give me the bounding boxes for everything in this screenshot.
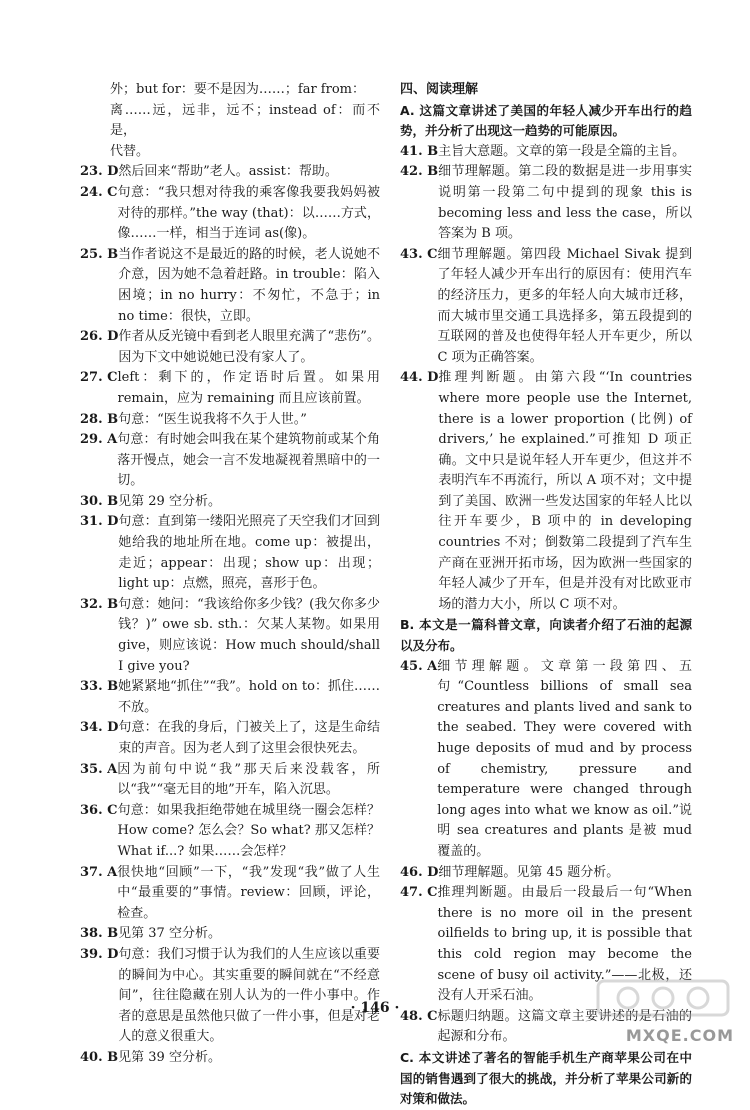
answer-number: 26. D: [80, 329, 119, 345]
answer-number: 46. D: [400, 864, 439, 880]
answer-number: 30. B: [80, 493, 119, 509]
answer-explanation: 句意：有时她会叫我在某个建筑物前或某个角落开慢点，她会一言不发地凝视着黑暗中的一切。: [117, 432, 380, 489]
answer-explanation: 见第 37 空分析。: [118, 926, 221, 942]
answer-explanation: 句意：直到第一缕阳光照亮了天空我们才回到她给我的地址所在地。come up：被提出，走近；appear：出现；show up：出现；light up：点燃，照亮，喜形于色。: [118, 514, 380, 592]
answer-explanation: 然后回来“帮助”老人。assist：帮助。: [118, 164, 338, 180]
answer-item: [80, 492, 380, 513]
answer-item: [80, 183, 380, 245]
passage-c-summary: C. 本文讲述了著名的智能手机生产商苹果公司在中国的销售遇到了很大的挑战，并分析了苹果公司新的对策和做法。: [400, 1049, 692, 1107]
answer-number: 40. B: [80, 1049, 119, 1065]
answer-item: [80, 677, 380, 718]
answer-number: 28. B: [80, 411, 119, 427]
answer-explanation: 见第 29 空分析。: [118, 493, 221, 509]
answer-explanation: 细节理解题。见第 45 题分析。: [438, 864, 620, 880]
answer-item: [80, 430, 380, 492]
answer-item: [80, 162, 380, 183]
answer-number: 44. D: [400, 370, 439, 386]
answer-item: [80, 410, 380, 431]
answer-number: 32. B: [80, 596, 119, 612]
answer-number: 31. D: [80, 514, 119, 530]
answer-explanation: 推理判断题。由最后一段最后一句“When there is no more oil in the present oilfields to bring up, it is possible that this cold region may become the scene of busy oil activity.”——北极，还没有人开采石油。: [437, 885, 692, 1004]
answer-explanation: 作者从反光镜中看到老人眼里充满了“悲伤”。因为下文中她说她已没有家人了。: [118, 329, 380, 365]
answer-number: 34. D: [80, 720, 119, 736]
answer-item: [80, 245, 380, 327]
answer-number: 35. A: [80, 761, 118, 777]
right-column: [400, 80, 692, 1110]
passage-a-summary: A. 这篇文章讲述了美国的年轻人减少开车出行的趋势，并分析了出现这一趋势的可能原因。: [400, 102, 692, 139]
answer-explanation: 推理判断题。由第六段“‘In countries where more people use the Internet, there is a lower proportion (比例) of drivers,’ he explained.”可推知 D 项正确。文中只是说年轻人开车更少，但这并不表明汽车不再流行，所以 A 项不对；文中提到了美国、欧洲一些发达国家的年轻人比以往开车要少，B 项中的 in developing countries 不对；倒数第二段提到了汽车生产商在亚洲开拓市场，因为欧洲一些国家的年轻人减少了开车，但是并没有对比欧亚市场的潜力大小，所以 C 项不对。: [438, 370, 692, 612]
continued-text-line: 外；but for：要不是因为……；far from：: [110, 82, 365, 97]
answer-item: [400, 368, 692, 615]
answer-item: [80, 1048, 380, 1069]
answer-number: 24. C: [80, 184, 118, 200]
answer-item: [400, 657, 692, 863]
answer-item: [400, 142, 692, 163]
answer-explanation: 当作者说这不是最近的路的时候，老人说她不介意，因为她不急着赶路。in trouble：陷入困境；in no hurry：不匆忙，不急于；in no time：很快，立即。: [118, 246, 380, 324]
answer-number: 41. B: [400, 143, 439, 159]
answer-explanation: 标题归纳题。这篇文章主要讲述的是石油的起源和分布。: [437, 1008, 692, 1045]
answer-explanation: 她紧紧地“抓住”“我”。hold on to：抓住……不放。: [118, 679, 380, 715]
answer-explanation: 句意：在我的身后，门被关上了，这是生命结束的声音。因为老人到了这里会很快死去。: [118, 720, 380, 756]
answer-number: 27. C: [80, 370, 118, 386]
answer-explanation: 句意：如果我拒绝带她在城里绕一圈会怎样？How come? 怎么会？So what? 那又怎样？What if...? 如果……会怎样？: [117, 802, 380, 859]
answer-explanation: 句意：我们习惯于认为我们的人生应该以重要的瞬间为中心。其实重要的瞬间就在“不经意间”，往往隐藏在别人认为的一件小事中。作者的意思是虽然他只做了一件小事，但是对老人的意义很重大。: [118, 946, 380, 1045]
answer-number: 39. D: [80, 946, 119, 962]
answer-item: [80, 801, 380, 863]
page-number: · 146 ·: [350, 1000, 400, 1016]
answer-number: 25. B: [80, 246, 119, 262]
answer-explanation: 句意：她问：“我该给你多少钱？(我欠你多少钱？)” owe sb. sth.：欠某人某物。如果用 give，则应该说：How much should/shall I give you?: [118, 596, 380, 674]
answer-explanation: 句意：“我只想对待我的乘客像我要我妈妈被对待的那样。”the way (that)：以……方式，像……一样，相当于连词 as(像)。: [117, 184, 380, 242]
answer-number: 23. D: [80, 164, 119, 180]
answer-explanation: 因为前句中说“我”那天后来没载客，所以“我”“毫无目的地”开车，陷入沉思。: [117, 761, 380, 798]
continued-text-line: 代替。: [110, 143, 150, 159]
answer-explanation: 见第 39 空分析。: [118, 1049, 221, 1065]
watermark-text: MXQE.COM: [625, 1026, 734, 1045]
answer-explanation: 主旨大意题。文章的第一段是全篇的主旨。: [438, 143, 686, 159]
answer-item: [80, 760, 380, 801]
answer-explanation: 很快地“回顾”一下，“我”发现“我”做了人生中“最重要的”事情。review：回顾，评论，检查。: [117, 864, 380, 921]
answer-explanation: 细节理解题。文章第一段第四、五句“Countless billions of small sea creatures and plants lived and sank to the seabed. They were covered with huge deposits of mud and by process of chemistry, pressure and temperature were changed through long ages into what we know as oil.”说明 sea creatures and plants 是被 mud 覆盖的。: [437, 658, 692, 859]
answer-number: 38. B: [80, 926, 119, 942]
answer-number: 45. A: [400, 658, 438, 674]
answer-item: [400, 162, 692, 244]
answer-number: 29. A: [80, 432, 118, 448]
answer-number: 47. C: [400, 885, 438, 901]
answer-item: [80, 512, 380, 594]
answer-number: 37. A: [80, 864, 118, 880]
answer-item: [80, 924, 380, 945]
answer-item: [400, 863, 692, 884]
answer-item: [80, 718, 380, 759]
answer-item: [400, 245, 692, 369]
section-heading: 四、阅读理解: [400, 82, 479, 97]
answer-item: [80, 595, 380, 677]
continued-text-line: 离……远，远非，远不；instead of：而不是，: [110, 102, 380, 139]
answer-number: 33. B: [80, 679, 119, 695]
passage-b-summary: B. 本文是一篇科普文章，向读者介绍了石油的起源以及分布。: [400, 617, 692, 654]
left-column: [80, 80, 380, 1069]
answer-explanation: left：剩下的，作定语时后置。如果用 remain，应为 remaining 而且应该前置。: [117, 370, 380, 406]
answer-item: [80, 327, 380, 368]
answer-item: [80, 863, 380, 925]
answer-item: [80, 368, 380, 409]
answer-number: 43. C: [400, 246, 438, 262]
answer-number: 36. C: [80, 802, 118, 818]
answer-number: 48. C: [400, 1008, 438, 1024]
answer-explanation: 句意：“医生说我将不久于人世。”: [118, 411, 307, 427]
answer-item: [80, 945, 380, 1048]
answer-explanation: 细节理解题。第四段 Michael Sivak 提到了年轻人减少开车出行的原因有：使用汽车的经济压力，更多的年轻人向大城市迁移，而大城市里交通工具选择多，第五段提到的互联网的普及也使得年轻人开车更少，所以 C 项为正确答案。: [437, 246, 692, 365]
answer-number: 42. B: [400, 164, 439, 180]
answer-explanation: 细节理解题。第二段的数据是进一步用事实说明第一段第二句中提到的现象 this is becoming less and less the case，所以答案为 B 项。: [438, 164, 692, 242]
